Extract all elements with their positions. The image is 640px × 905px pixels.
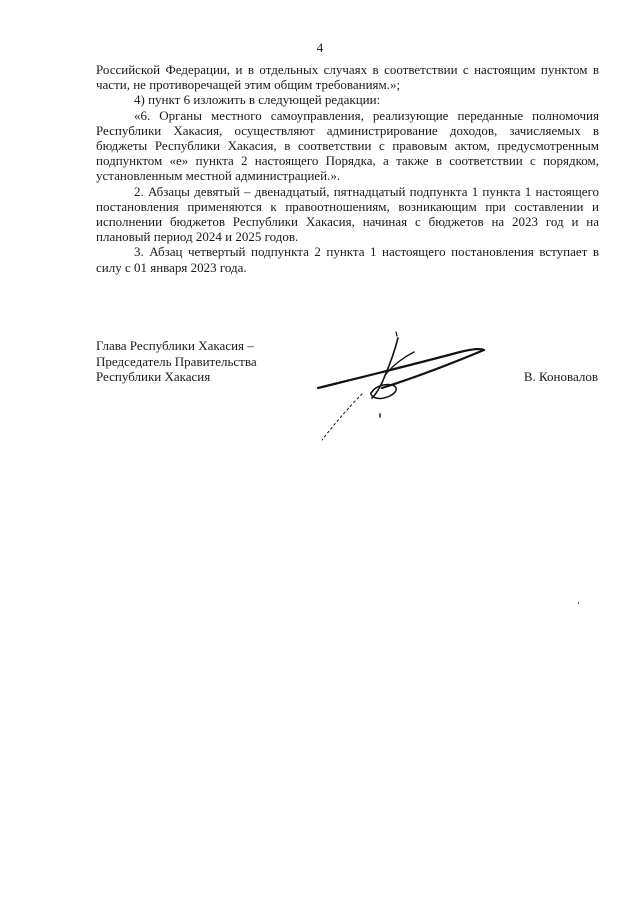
scan-speck <box>578 602 579 604</box>
signatory-title-line: Председатель Правительства <box>96 353 257 369</box>
paragraph-clause-3: 3. Абзац четвертый подпункта 2 пункта 1 настоящего постановления вступает в силу с 01 января 2023 года. <box>96 244 599 275</box>
signatory-name: В. Коновалов <box>523 369 598 384</box>
document-body <box>96 62 599 275</box>
paragraph-item-4: 4) пункт 6 изложить в следующей редакции: <box>134 92 381 108</box>
paragraph-quoted-item-6: «6. Органы местного самоуправления, реализующие переданные полномочия Республики Хакасия, осуществляют администрирование доходов, зачисляемых в бюджеты Республики Хакасия, в соответствии с правовым актом, предусмотренным подпунктом «е» пункта 2 настоящего Порядка, а также в соответствии с порядком, установленным местной администрацией.». <box>96 107 599 184</box>
signatory-title-line: Республики Хакасия <box>96 369 211 384</box>
paragraph-clause-2: 2. Абзацы девятый – двенадцатый, пятнадцатый подпункта 1 пункта 1 настоящего постановления применяются к правоотношениям, возникающим при составлении и исполнении бюджетов Республики Хакасия, начиная с бюджетов на 2023 год и на плановый период 2024 и 2025 годов. <box>96 183 599 245</box>
handwritten-signature <box>310 330 490 445</box>
signatory-title-line: Глава Республики Хакасия – <box>96 338 254 353</box>
paragraph-continuation: Российской Федерации, и в отдельных случаях в соответствии с настоящим пунктом в части, не противоречащей этим общим требованиям.»; <box>96 62 599 93</box>
signatory-title <box>96 338 257 385</box>
page-number: 4 <box>316 40 324 55</box>
